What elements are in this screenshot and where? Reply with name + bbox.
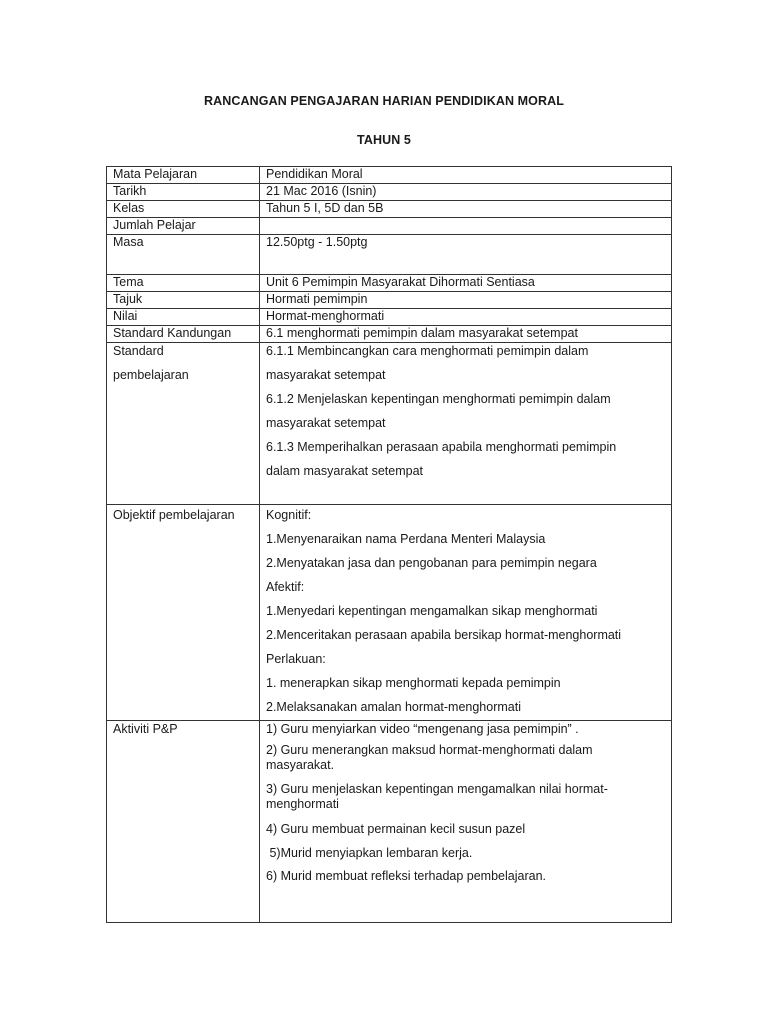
activity-item: 2) Guru menerangkan maksud hormat-menghormati dalam masyarakat. xyxy=(266,743,593,772)
table-row xyxy=(107,309,672,326)
value-aktiviti xyxy=(260,721,672,923)
label-objektif: Objektif pembelajaran xyxy=(107,505,260,721)
label-mata-pelajaran: Mata Pelajaran xyxy=(107,167,260,184)
table-row xyxy=(107,275,672,292)
table-row xyxy=(107,721,672,923)
label-tajuk: Tajuk xyxy=(107,292,260,309)
table-row xyxy=(107,184,672,201)
value-standard-kandungan: 6.1 menghormati pemimpin dalam masyarakat setempat xyxy=(260,326,672,343)
value-standard-pembelajaran xyxy=(260,343,672,505)
label-masa: Masa xyxy=(107,235,260,275)
text-line: Kognitif: xyxy=(266,508,312,522)
text-line: 6.1.1 Membincangkan cara menghormati pemimpin dalam xyxy=(266,344,589,358)
label-standard-kandungan: Standard Kandungan xyxy=(107,326,260,343)
activity-item: 5)Murid menyiapkan lembaran kerja. xyxy=(266,846,473,860)
text-line: masyarakat setempat xyxy=(266,368,386,382)
value-tajuk: Hormati pemimpin xyxy=(260,292,672,309)
text-line: Perlakuan: xyxy=(266,652,326,666)
value-tarikh: 21 Mac 2016 (Isnin) xyxy=(260,184,672,201)
document-subtitle: TAHUN 5 xyxy=(357,133,411,147)
label-jumlah-pelajar: Jumlah Pelajar xyxy=(107,218,260,235)
value-objektif xyxy=(260,505,672,721)
value-jumlah-pelajar xyxy=(260,218,672,235)
value-mata-pelajaran: Pendidikan Moral xyxy=(260,167,672,184)
text-line: 2.Menceritakan perasaan apabila bersikap hormat-menghormati xyxy=(266,628,622,642)
label-standard-pembelajaran xyxy=(107,343,260,505)
label-line: pembelajaran xyxy=(113,368,189,382)
document-title: RANCANGAN PENGAJARAN HARIAN PENDIDIKAN MORAL xyxy=(204,94,564,108)
value-masa: 12.50ptg - 1.50ptg xyxy=(260,235,672,275)
label-tarikh: Tarikh xyxy=(107,184,260,201)
label-nilai: Nilai xyxy=(107,309,260,326)
value-nilai: Hormat-menghormati xyxy=(260,309,672,326)
text-line: dalam masyarakat setempat xyxy=(266,464,424,478)
text-line: Afektif: xyxy=(266,580,305,594)
text-line: 6.1.3 Memperihalkan perasaan apabila menghormati pemimpin xyxy=(266,440,617,454)
text-line: 6.1.2 Menjelaskan kepentingan menghormati pemimpin dalam xyxy=(266,392,611,406)
table-row xyxy=(107,218,672,235)
text-line: masyarakat setempat xyxy=(266,416,386,430)
table-row xyxy=(107,167,672,184)
table-row xyxy=(107,292,672,309)
lesson-plan-table xyxy=(106,166,672,923)
activity-item: 3) Guru menjelaskan kepentingan mengamalkan nilai hormat-menghormati xyxy=(266,782,608,811)
label-tema: Tema xyxy=(107,275,260,292)
text-line: 1. menerapkan sikap menghormati kepada pemimpin xyxy=(266,676,561,690)
text-line: 1.Menyenaraikan nama Perdana Menteri Malaysia xyxy=(266,532,546,546)
label-kelas: Kelas xyxy=(107,201,260,218)
table-row xyxy=(107,505,672,721)
activity-item: 6) Murid membuat refleksi terhadap pembelajaran. xyxy=(266,869,546,883)
table-row xyxy=(107,201,672,218)
text-line: 1.Menyedari kepentingan mengamalkan sikap menghormati xyxy=(266,604,598,618)
table-row xyxy=(107,343,672,505)
activity-item: 1) Guru menyiarkan video “mengenang jasa pemimpin” . xyxy=(266,722,579,736)
label-aktiviti: Aktiviti P&P xyxy=(107,721,260,923)
text-line: 2.Menyatakan jasa dan pengobanan para pemimpin negara xyxy=(266,556,597,570)
value-kelas: Tahun 5 I, 5D dan 5B xyxy=(260,201,672,218)
value-tema: Unit 6 Pemimpin Masyarakat Dihormati Sentiasa xyxy=(260,275,672,292)
table-row xyxy=(107,235,672,275)
table-row xyxy=(107,326,672,343)
label-line: Standard xyxy=(113,344,164,358)
text-line: 2.Melaksanakan amalan hormat-menghormati xyxy=(266,700,521,714)
activity-item: 4) Guru membuat permainan kecil susun pazel xyxy=(266,822,526,836)
